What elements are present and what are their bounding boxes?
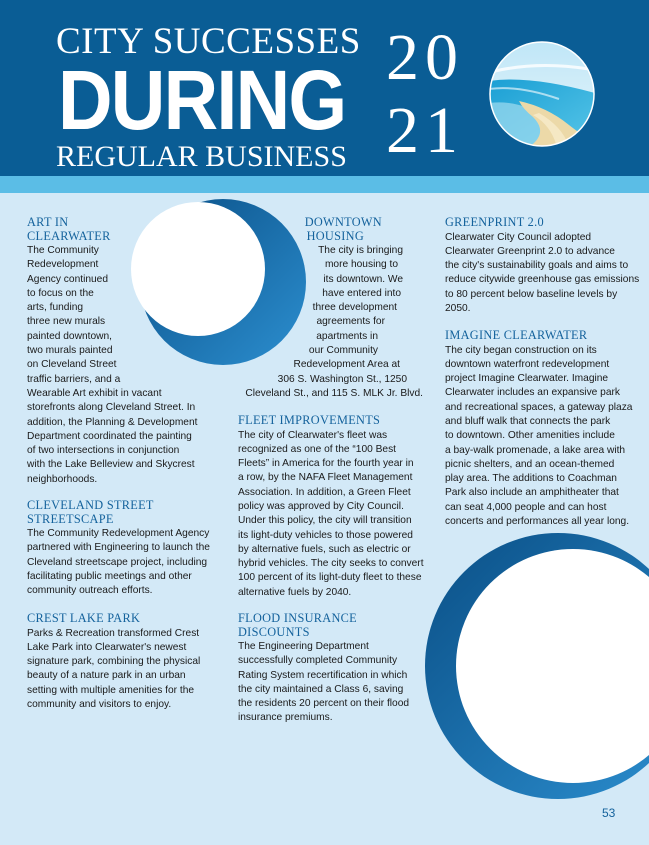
section-title: DOWNTOWN HOUSING — [304, 215, 382, 243]
section-flood-insurance-discounts — [238, 612, 428, 726]
section-body: The city began construction on its downtown waterfront redevelopment project Imagine Clearwater. Imagine Clearwater includes an expansive park and recreational spaces, a gateway plaza and bluff walk that connects the park to downtown. Other amenities include a bay-walk promenade, a lake area with picnic shelters, and an ocean-themed play area. The additions to Coachman Park also include an amphitheater that can seat 4,000 people and can host concerts and performances all year long. — [445, 344, 633, 528]
beach-photo-circle — [489, 41, 595, 147]
section-body: The Community Redevelopment Agency partnered with Engineering to launch the Cleveland streetscape project, including facilitating public meetings and other community outreach efforts. — [27, 528, 210, 597]
section-body: The city of Clearwater's fleet was recognized as one of the “100 Best Fleets” in America for the fourth year in a row, by the NAFA Fleet Management Association. In addition, a Green Fleet policy was approved by City Council. Under this policy, the city will transition its light-duty vehicles to those powered by alternative fuels, such as electric or hybrid vehicles. The city seeks to convert 100 percent of its light-duty fleet to these alternative fuels by 2040. — [238, 429, 424, 598]
section-cleveland-streetscape — [27, 499, 227, 598]
crescent-circle-bottom-right — [420, 530, 649, 800]
year-bottom: 21 — [386, 94, 464, 167]
section-downtown-housing — [238, 216, 423, 401]
section-fleet-improvements — [238, 414, 428, 600]
section-body: The city is bringing more housing to its downtown. We have entered into three development agreements for apartments in our Community Redevelopment Area at 306 S. Washington St., 1250 Cleveland St., and 115 S. MLK Jr. Blvd. — [245, 245, 423, 399]
section-title: GREENPRINT 2.0 — [445, 215, 544, 229]
section-body: Clearwater City Council adopted Clearwater Greenprint 2.0 to advance the city's sustainability goals and aims to reduce citywide greenhouse gas emissions to 80 percent below baseline levels by 2050. — [445, 231, 640, 314]
section-art-in-clearwater — [27, 216, 227, 487]
section-title: FLOOD INSURANCE DISCOUNTS — [238, 611, 357, 639]
section-body: The Engineering Department successfully completed Community Rating System recertification in which the city maintained a Class 6, saving the residents 20 percent on their flood insurance premiums. — [238, 641, 410, 724]
headline-line1: CITY SUCCESSES — [56, 21, 361, 62]
section-title: CLEVELAND STREET STREETSCAPE — [27, 498, 154, 526]
section-title: CREST LAKE PARK — [27, 611, 141, 625]
section-crest-lake-park — [27, 612, 227, 712]
section-title: ART IN CLEARWATER — [27, 215, 111, 243]
section-body: Parks & Recreation transformed Crest Lake Park into Clearwater's newest signature park, combining the physical beauty of a nature park in an urban setting with multiple amenities for the community and visitors to enjoy. — [27, 627, 201, 710]
section-body: The Community Redevelopment Agency continued to focus on the arts, funding three new murals painted downtown, two murals painted on Cleveland Street traffic barriers, and a Wearable Art exhibit in vacant storefronts along Cleveland Street. In addition, the Planning & Development Department coordinated the painting of two intersections in conjunction with the Lake Belleview and Skycrest neighborhoods. — [27, 245, 198, 485]
year-top: 20 — [386, 21, 464, 94]
section-imagine-clearwater — [445, 329, 640, 529]
section-title: IMAGINE CLEARWATER — [445, 328, 588, 342]
section-title: FLEET IMPROVEMENTS — [238, 413, 381, 427]
section-greenprint — [445, 216, 640, 316]
header-accent-strip — [0, 176, 649, 193]
headline-line2: DURING — [58, 53, 346, 147]
headline-line3: REGULAR BUSINESS — [56, 140, 347, 173]
page-number: 53 — [602, 806, 616, 820]
